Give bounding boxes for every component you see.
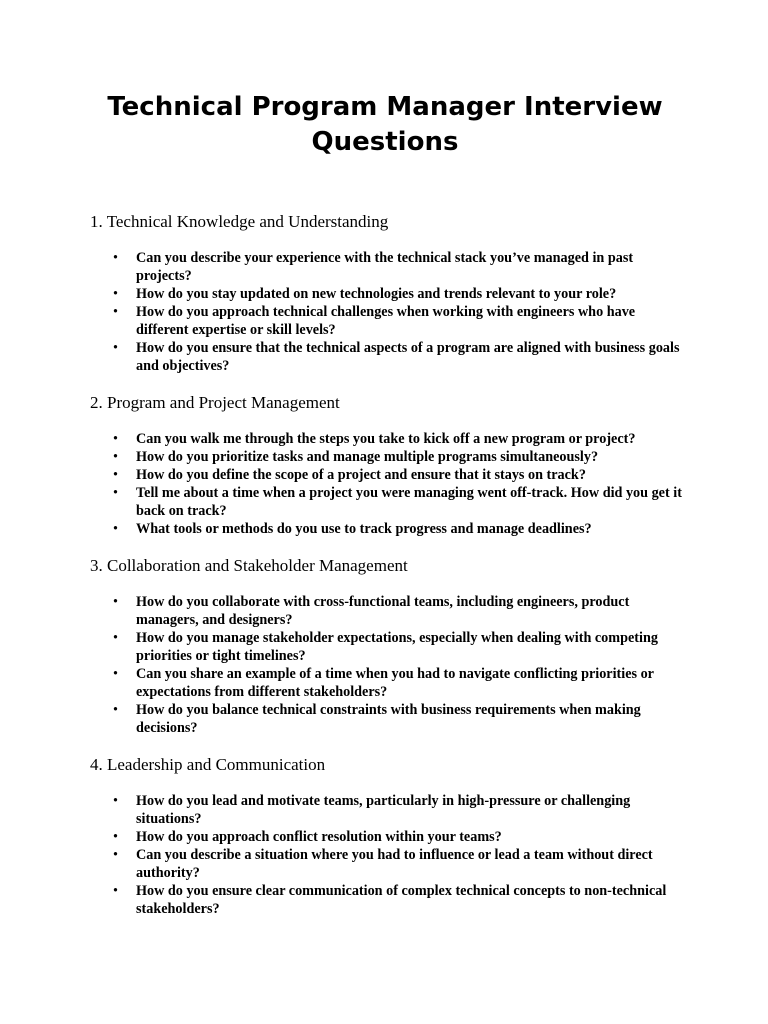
list-item	[90, 593, 690, 629]
question-text: Can you describe your experience with the technical stack you’ve managed in past projects?	[136, 250, 634, 284]
bullet-icon: •	[113, 449, 118, 465]
list-item	[90, 303, 690, 339]
question-text: What tools or methods do you use to track progress and manage deadlines?	[136, 521, 592, 537]
bullet-icon: •	[113, 467, 118, 483]
bullet-icon: •	[113, 702, 118, 718]
list-item	[90, 249, 690, 285]
question-text: How do you approach conflict resolution within your teams?	[136, 829, 502, 845]
bullet-icon: •	[113, 340, 118, 356]
list-item	[90, 466, 690, 484]
question-text: How do you collaborate with cross-functional teams, including engineers, product managers, and designers?	[136, 594, 630, 628]
question-text: How do you define the scope of a project and ensure that it stays on track?	[136, 467, 586, 483]
list-item	[90, 629, 690, 665]
section-collaboration	[90, 555, 690, 737]
question-text: How do you manage stakeholder expectations, especially when dealing with competing priorities or tight timelines?	[136, 630, 658, 664]
list-item	[90, 665, 690, 701]
section-program-management	[90, 392, 690, 538]
section-leadership	[90, 754, 690, 918]
bullet-icon: •	[113, 666, 118, 682]
bullet-icon: •	[113, 431, 118, 447]
list-item	[90, 701, 690, 737]
list-item	[90, 792, 690, 828]
bullet-icon: •	[113, 521, 118, 537]
question-text: How do you stay updated on new technologies and trends relevant to your role?	[136, 286, 617, 302]
list-item	[90, 448, 690, 466]
question-text: How do you balance technical constraints with business requirements when making decisions?	[136, 702, 641, 736]
question-text: How do you approach technical challenges when working with engineers who have different expertise or skill levels?	[136, 304, 636, 338]
bullet-icon: •	[113, 250, 118, 266]
bullet-icon: •	[113, 630, 118, 646]
bullet-icon: •	[113, 485, 118, 501]
question-list	[90, 792, 690, 918]
list-item	[90, 520, 690, 538]
section-heading: 1. Technical Knowledge and Understanding	[90, 212, 389, 231]
bullet-icon: •	[113, 793, 118, 809]
list-item	[90, 339, 690, 375]
bullet-icon: •	[113, 594, 118, 610]
question-list	[90, 593, 690, 737]
list-item	[90, 882, 690, 918]
question-list	[90, 430, 690, 538]
question-text: Tell me about a time when a project you were managing went off-track. How did you get it back on track?	[136, 485, 682, 519]
list-item	[90, 828, 690, 846]
list-item	[90, 846, 690, 882]
question-text: How do you ensure clear communication of complex technical concepts to non-technical stakeholders?	[136, 883, 667, 917]
question-text: How do you ensure that the technical aspects of a program are aligned with business goals and objectives?	[136, 340, 680, 374]
bullet-icon: •	[113, 829, 118, 845]
list-item	[90, 285, 690, 303]
section-technical-knowledge	[90, 211, 690, 375]
question-text: Can you walk me through the steps you take to kick off a new program or project?	[136, 431, 636, 447]
bullet-icon: •	[113, 847, 118, 863]
question-text: How do you lead and motivate teams, particularly in high-pressure or challenging situations?	[136, 793, 631, 827]
section-heading: 2. Program and Project Management	[90, 393, 340, 412]
question-text: Can you describe a situation where you had to influence or lead a team without direct authority?	[136, 847, 653, 881]
section-heading: 4. Leadership and Communication	[90, 755, 326, 774]
bullet-icon: •	[113, 304, 118, 320]
list-item	[90, 484, 690, 520]
list-item	[90, 430, 690, 448]
question-text: How do you prioritize tasks and manage multiple programs simultaneously?	[136, 449, 599, 465]
bullet-icon: •	[113, 883, 118, 899]
question-list	[90, 249, 690, 375]
section-heading: 3. Collaboration and Stakeholder Management	[90, 556, 408, 575]
bullet-icon: •	[113, 286, 118, 302]
page-title: Technical Program Manager Interview Questions	[107, 92, 663, 157]
question-text: Can you share an example of a time when you had to navigate conflicting priorities or expectations from different stakeholders?	[136, 666, 654, 700]
